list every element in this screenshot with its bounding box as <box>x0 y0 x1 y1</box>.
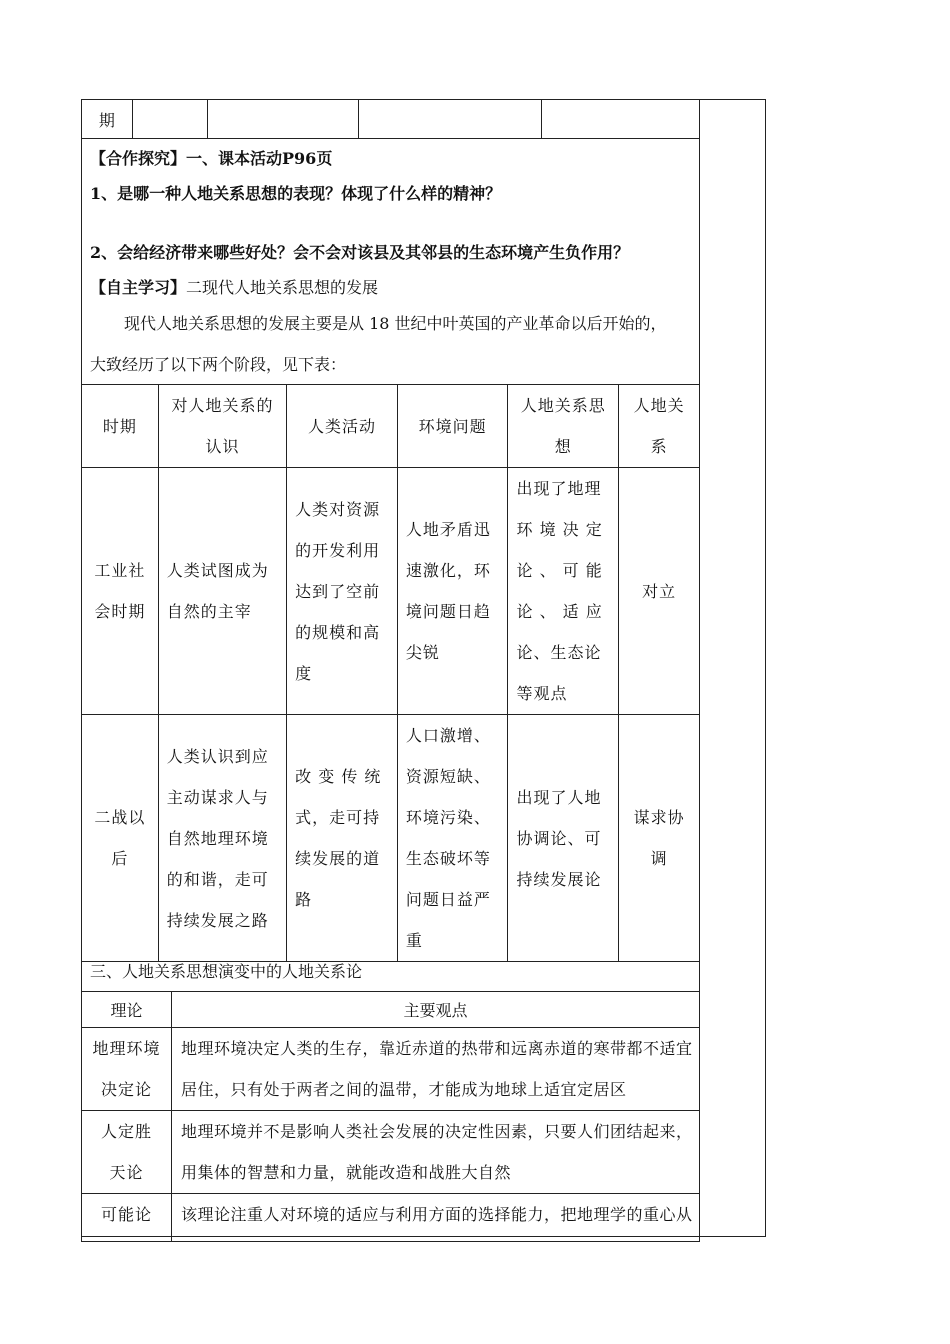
stages-cell-period-line: 二战以 <box>94 808 146 827</box>
theory-view-line: 该理论注重人对环境的适应与利用方面的选择能力，把地理学的重心从 <box>181 1205 693 1224</box>
stages-header-1-line: 认识 <box>205 437 240 456</box>
stages-cell-relation-line: 调 <box>650 849 668 868</box>
stages-cell-problem-line: 速激化，环 <box>405 561 491 580</box>
stages-cell-thought-line: 等观点 <box>516 684 568 703</box>
stages-header-2 <box>287 385 398 468</box>
theories-header-view: 主要观点 <box>172 992 700 1028</box>
stages-cell-problem-line: 生态破坏等 <box>405 849 491 868</box>
section3-title: 三、人地关系思想演变中的人地关系论 <box>90 962 363 981</box>
stages-cell-activity-line: 式，走可持 <box>295 808 381 827</box>
stages-cell-thought-line: 论 、 适 应 <box>516 602 603 621</box>
stages-table <box>81 384 700 962</box>
theory-view <box>172 1194 700 1242</box>
self-study-paragraph-line-2: 大致经历了以下两个阶段，见下表： <box>90 355 347 374</box>
stages-cell-thought <box>508 468 619 715</box>
theory-name-line: 地理环境 <box>92 1039 161 1058</box>
stages-cell-recognition-line: 人类试图成为 <box>166 561 269 580</box>
stages-cell-recognition-line: 持续发展之路 <box>166 910 269 930</box>
theory-row <box>82 1111 700 1194</box>
stages-cell-period-line: 会时期 <box>94 602 146 621</box>
stages-cell-thought <box>508 715 619 962</box>
stages-cell-period-line: 工业社 <box>94 561 146 580</box>
stages-cell-thought-line: 论、生态论 <box>516 643 602 662</box>
stages-cell-activity-line: 的开发利用 <box>295 540 381 560</box>
theory-view-line: 地理环境并不是影响人类社会发展的决定性因素，只要人们团结起来， <box>181 1122 693 1141</box>
theories-table <box>81 991 700 1242</box>
stages-header-4 <box>508 385 619 468</box>
stages-cell-problem-line: 人口激增、 <box>405 726 491 745</box>
theory-name <box>82 1111 172 1194</box>
stages-cell-problem-line: 问题日益严 <box>405 890 491 909</box>
stages-cell-activity-line: 人类对资源 <box>295 499 381 519</box>
self-study-paragraph-line-1: 现代人地关系思想的发展主要是从 18 世纪中叶英国的产业革命以后开始的， <box>124 314 667 333</box>
stages-cell-thought-line: 出现了人地 <box>516 787 602 807</box>
stages-cell-relation <box>619 468 700 715</box>
stages-cell-problem-line: 尖锐 <box>405 643 440 662</box>
stages-cell-recognition <box>158 468 286 715</box>
top-row-table <box>81 99 700 139</box>
stages-header-5-line: 人地关 <box>633 396 685 415</box>
theory-name <box>82 1028 172 1111</box>
top-row-label: 期 <box>82 100 133 139</box>
stages-cell-activity-line: 度 <box>295 663 313 683</box>
stages-cell-activity <box>287 715 398 962</box>
stages-cell-thought-line: 论 、 可 能 <box>516 561 603 580</box>
stages-cell-problem-line: 人地矛盾迅 <box>405 520 491 539</box>
stages-header-5-line: 系 <box>650 437 668 456</box>
stages-cell-problem <box>397 468 508 715</box>
stages-header-3-line: 环境问题 <box>418 416 487 436</box>
stages-header-2-line: 人类活动 <box>307 416 376 436</box>
stages-cell-activity <box>287 468 398 715</box>
stages-cell-relation-line: 谋求协 <box>633 808 685 827</box>
stages-cell-period <box>82 715 159 962</box>
stages-cell-activity-line: 达到了空前 <box>295 581 381 601</box>
cooperative-question-1: 1、是哪一种人地关系思想的表现？体现了什么样的精神？ <box>90 184 502 203</box>
theory-name-line: 天论 <box>109 1163 144 1182</box>
stages-cell-problem-line: 资源短缺、 <box>405 767 491 786</box>
theory-name-line: 人定胜 <box>100 1122 152 1141</box>
stages-cell-recognition-line: 自然地理环境 <box>166 828 269 848</box>
stages-cell-recognition-line: 的和谐，走可 <box>166 869 269 889</box>
theory-view-line: 居住，只有处于两者之间的温带，才能成为地球上适宜定居区 <box>181 1080 627 1099</box>
stages-cell-relation-line: 对立 <box>642 581 677 601</box>
stages-cell-activity-line: 路 <box>295 890 313 909</box>
theory-name <box>82 1194 172 1242</box>
stages-cell-relation <box>619 715 700 962</box>
theory-row <box>82 1194 700 1242</box>
theory-name-line: 决定论 <box>100 1080 152 1099</box>
stages-cell-recognition <box>158 715 286 962</box>
stages-header-1-line: 对人地关系的 <box>171 396 274 415</box>
stages-cell-problem <box>397 715 508 962</box>
stages-cell-period-line: 后 <box>111 849 129 868</box>
stages-cell-recognition-line: 自然的主宰 <box>166 602 252 621</box>
stages-header-5 <box>619 385 700 468</box>
stages-header-3 <box>397 385 508 468</box>
stages-cell-recognition-line: 人类认识到应 <box>166 746 269 766</box>
stages-cell-activity-line: 改 变 传 统 <box>295 767 382 786</box>
stages-cell-thought-line: 协调论、可 <box>516 828 602 848</box>
stages-cell-thought-line: 环 境 决 定 <box>516 520 603 539</box>
stages-cell-period <box>82 468 159 715</box>
stages-cell-thought-line: 出现了地理 <box>516 479 602 498</box>
theory-view-line: 地理环境决定人类的生存，靠近赤道的热带和远离赤道的寒带都不适宜 <box>181 1039 693 1058</box>
theory-name-line: 可能论 <box>100 1205 152 1224</box>
stages-header-0 <box>82 385 159 468</box>
stages-cell-problem-line: 环境污染、 <box>405 808 491 827</box>
theory-view <box>172 1111 700 1194</box>
stages-cell-problem-line: 境问题日趋 <box>405 602 491 621</box>
theory-view-line: 用集体的智慧和力量，就能改造和战胜大自然 <box>181 1163 512 1182</box>
stages-cell-activity-line: 的规模和高 <box>295 622 381 642</box>
stages-header-1 <box>158 385 286 468</box>
theory-view <box>172 1028 700 1111</box>
theories-header-theory: 理论 <box>82 992 172 1028</box>
cooperative-heading: 【合作探究】一、课本活动P96页 <box>90 149 333 168</box>
stages-header-0-line: 时期 <box>102 416 137 436</box>
stages-header-4-line: 人地关系思 <box>520 396 606 415</box>
cooperative-question-2: 2、会给经济带来哪些好处？会不会对该县及其邻县的生态环境产生负作用？ <box>90 243 630 262</box>
stages-cell-activity-line: 续发展的道 <box>295 849 381 868</box>
stages-cell-recognition-line: 主动谋求人与 <box>166 787 269 807</box>
theory-row <box>82 1028 700 1111</box>
self-study-heading: 【自主学习】二现代人地关系思想的发展 <box>90 278 379 297</box>
stages-cell-thought-line: 持续发展论 <box>516 869 602 889</box>
stages-cell-problem-line: 重 <box>405 931 423 950</box>
stages-header-4-line: 想 <box>554 437 572 456</box>
